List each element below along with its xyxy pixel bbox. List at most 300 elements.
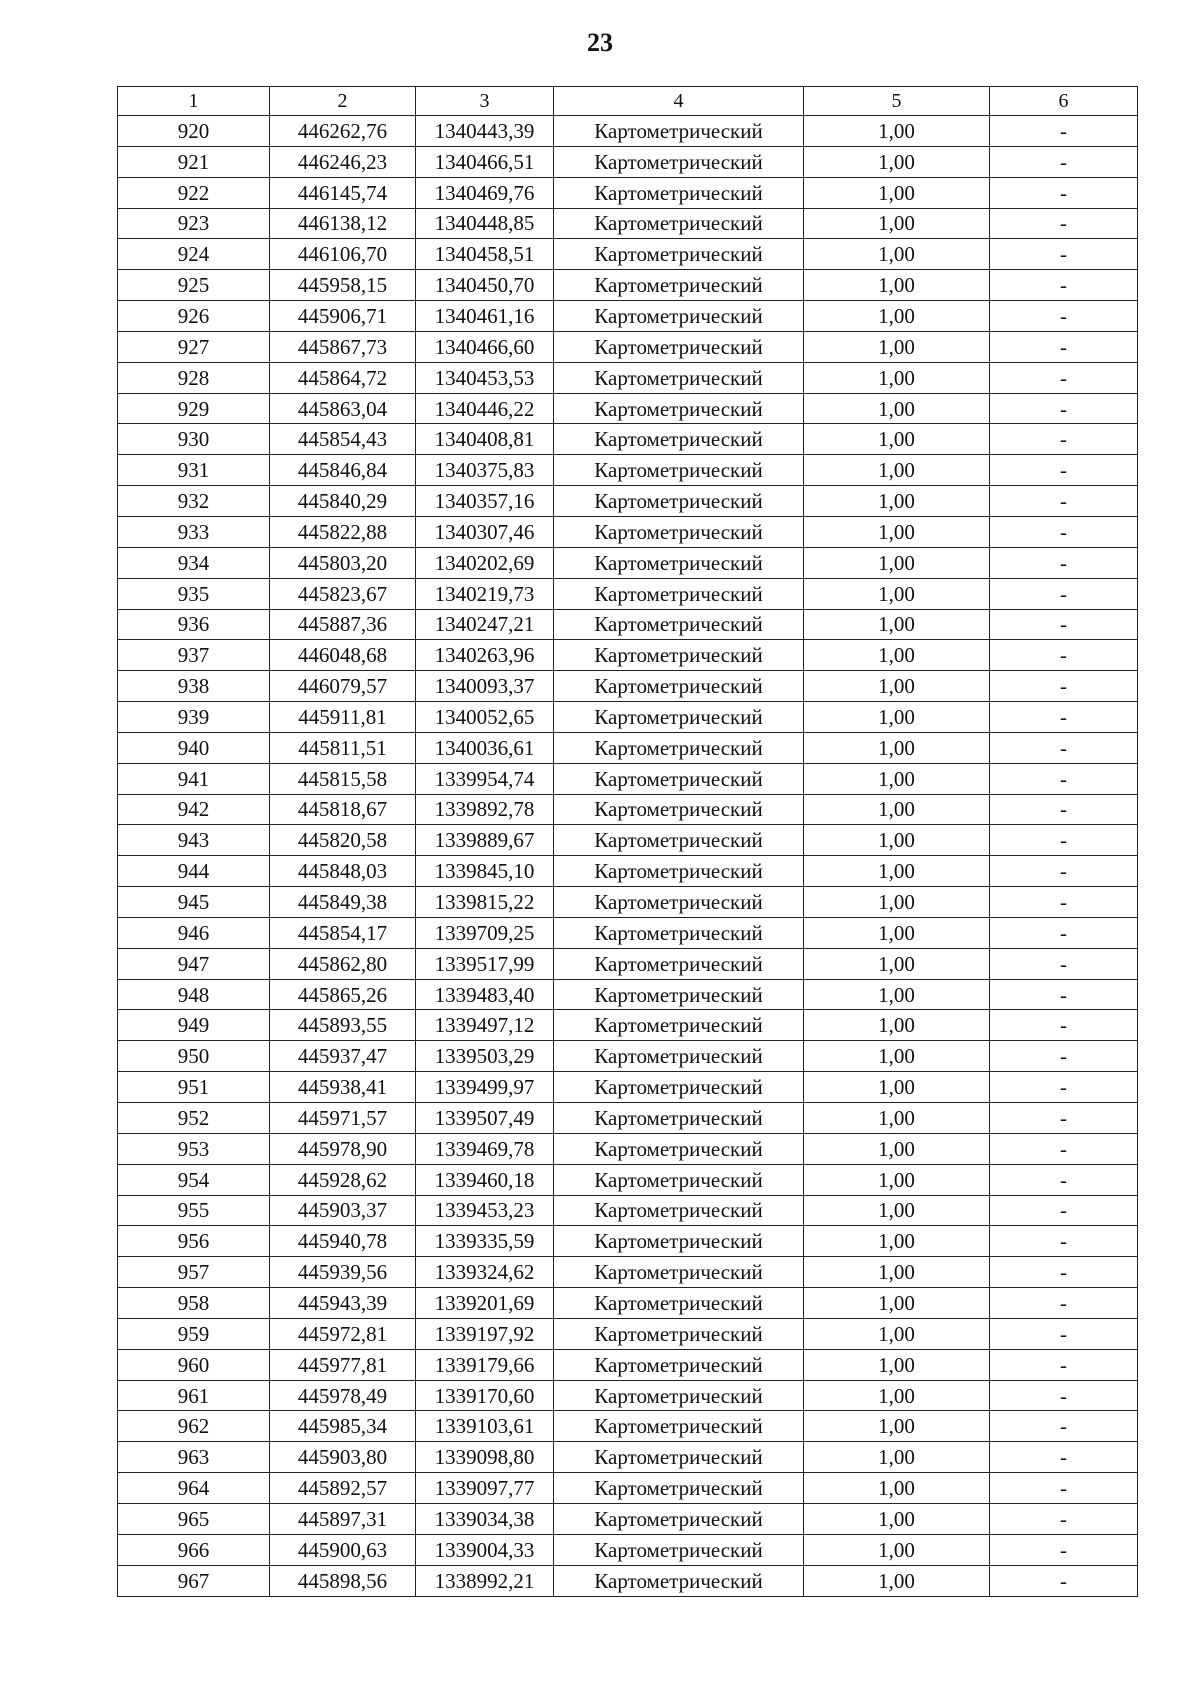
method-cell: Картометрический <box>554 1195 804 1226</box>
note-cell: - <box>990 763 1138 794</box>
y-coordinate-cell: 1340466,51 <box>416 146 554 177</box>
table-row <box>118 301 1138 332</box>
table-row <box>118 208 1138 239</box>
note-cell: - <box>990 917 1138 948</box>
method-cell: Картометрический <box>554 979 804 1010</box>
table-row <box>118 1010 1138 1041</box>
note-cell: - <box>990 486 1138 517</box>
x-coordinate-cell: 445900,63 <box>270 1534 416 1565</box>
point-number-cell: 925 <box>118 270 270 301</box>
note-cell: - <box>990 362 1138 393</box>
note-cell: - <box>990 732 1138 763</box>
y-coordinate-cell: 1339179,66 <box>416 1349 554 1380</box>
x-coordinate-cell: 445903,80 <box>270 1442 416 1473</box>
x-coordinate-cell: 445865,26 <box>270 979 416 1010</box>
x-coordinate-cell: 446145,74 <box>270 177 416 208</box>
x-coordinate-cell: 445864,72 <box>270 362 416 393</box>
accuracy-cell: 1,00 <box>804 393 990 424</box>
x-coordinate-cell: 445863,04 <box>270 393 416 424</box>
method-cell: Картометрический <box>554 609 804 640</box>
y-coordinate-cell: 1339335,59 <box>416 1226 554 1257</box>
accuracy-cell: 1,00 <box>804 1226 990 1257</box>
point-number-cell: 964 <box>118 1473 270 1504</box>
method-cell: Картометрический <box>554 578 804 609</box>
method-cell: Картометрический <box>554 1565 804 1596</box>
note-cell: - <box>990 979 1138 1010</box>
point-number-cell: 938 <box>118 671 270 702</box>
point-number-cell: 958 <box>118 1288 270 1319</box>
method-cell: Картометрический <box>554 270 804 301</box>
table-row <box>118 887 1138 918</box>
accuracy-cell: 1,00 <box>804 732 990 763</box>
table-row <box>118 1534 1138 1565</box>
point-number-cell: 945 <box>118 887 270 918</box>
accuracy-cell: 1,00 <box>804 1411 990 1442</box>
x-coordinate-cell: 445849,38 <box>270 887 416 918</box>
coordinates-table <box>117 86 1138 1597</box>
table-row <box>118 825 1138 856</box>
method-cell: Картометрический <box>554 1226 804 1257</box>
x-coordinate-cell: 445867,73 <box>270 331 416 362</box>
accuracy-cell: 1,00 <box>804 208 990 239</box>
note-cell: - <box>990 1164 1138 1195</box>
note-cell: - <box>990 1349 1138 1380</box>
table-row <box>118 763 1138 794</box>
x-coordinate-cell: 445978,90 <box>270 1133 416 1164</box>
note-cell: - <box>990 331 1138 362</box>
point-number-cell: 924 <box>118 239 270 270</box>
y-coordinate-cell: 1340450,70 <box>416 270 554 301</box>
table-body <box>118 116 1138 1597</box>
accuracy-cell: 1,00 <box>804 856 990 887</box>
note-cell: - <box>990 640 1138 671</box>
point-number-cell: 939 <box>118 702 270 733</box>
accuracy-cell: 1,00 <box>804 424 990 455</box>
y-coordinate-cell: 1339460,18 <box>416 1164 554 1195</box>
y-coordinate-cell: 1339034,38 <box>416 1503 554 1534</box>
table-row <box>118 486 1138 517</box>
x-coordinate-cell: 446079,57 <box>270 671 416 702</box>
note-cell: - <box>990 1226 1138 1257</box>
column-header-3: 3 <box>416 87 554 116</box>
method-cell: Картометрический <box>554 1103 804 1134</box>
accuracy-cell: 1,00 <box>804 486 990 517</box>
note-cell: - <box>990 1041 1138 1072</box>
point-number-cell: 962 <box>118 1411 270 1442</box>
x-coordinate-cell: 445985,34 <box>270 1411 416 1442</box>
note-cell: - <box>990 116 1138 147</box>
accuracy-cell: 1,00 <box>804 516 990 547</box>
accuracy-cell: 1,00 <box>804 146 990 177</box>
note-cell: - <box>990 1318 1138 1349</box>
y-coordinate-cell: 1340052,65 <box>416 702 554 733</box>
x-coordinate-cell: 445911,81 <box>270 702 416 733</box>
accuracy-cell: 1,00 <box>804 1133 990 1164</box>
note-cell: - <box>990 146 1138 177</box>
method-cell: Картометрический <box>554 856 804 887</box>
accuracy-cell: 1,00 <box>804 547 990 578</box>
x-coordinate-cell: 445818,67 <box>270 794 416 825</box>
note-cell: - <box>990 1257 1138 1288</box>
point-number-cell: 961 <box>118 1380 270 1411</box>
x-coordinate-cell: 445854,17 <box>270 917 416 948</box>
note-cell: - <box>990 671 1138 702</box>
point-number-cell: 956 <box>118 1226 270 1257</box>
table-row <box>118 116 1138 147</box>
x-coordinate-cell: 445897,31 <box>270 1503 416 1534</box>
note-cell: - <box>990 702 1138 733</box>
point-number-cell: 933 <box>118 516 270 547</box>
x-coordinate-cell: 445978,49 <box>270 1380 416 1411</box>
column-header-4: 4 <box>554 87 804 116</box>
y-coordinate-cell: 1339845,10 <box>416 856 554 887</box>
table-row <box>118 1503 1138 1534</box>
table-row <box>118 1103 1138 1134</box>
note-cell: - <box>990 1072 1138 1103</box>
y-coordinate-cell: 1340448,85 <box>416 208 554 239</box>
x-coordinate-cell: 446048,68 <box>270 640 416 671</box>
point-number-cell: 944 <box>118 856 270 887</box>
note-cell: - <box>990 177 1138 208</box>
accuracy-cell: 1,00 <box>804 1380 990 1411</box>
y-coordinate-cell: 1339503,29 <box>416 1041 554 1072</box>
accuracy-cell: 1,00 <box>804 578 990 609</box>
table-row <box>118 362 1138 393</box>
table-row <box>118 917 1138 948</box>
point-number-cell: 957 <box>118 1257 270 1288</box>
method-cell: Картометрический <box>554 1133 804 1164</box>
table-row <box>118 948 1138 979</box>
note-cell: - <box>990 1473 1138 1504</box>
x-coordinate-cell: 446262,76 <box>270 116 416 147</box>
table-row <box>118 547 1138 578</box>
x-coordinate-cell: 445898,56 <box>270 1565 416 1596</box>
method-cell: Картометрический <box>554 1010 804 1041</box>
note-cell: - <box>990 1133 1138 1164</box>
method-cell: Картометрический <box>554 208 804 239</box>
y-coordinate-cell: 1339170,60 <box>416 1380 554 1411</box>
y-coordinate-cell: 1339097,77 <box>416 1473 554 1504</box>
x-coordinate-cell: 445848,03 <box>270 856 416 887</box>
accuracy-cell: 1,00 <box>804 609 990 640</box>
note-cell: - <box>990 609 1138 640</box>
method-cell: Картометрический <box>554 1442 804 1473</box>
accuracy-cell: 1,00 <box>804 1010 990 1041</box>
method-cell: Картометрический <box>554 424 804 455</box>
note-cell: - <box>990 1103 1138 1134</box>
method-cell: Картометрический <box>554 640 804 671</box>
accuracy-cell: 1,00 <box>804 887 990 918</box>
point-number-cell: 921 <box>118 146 270 177</box>
y-coordinate-cell: 1339324,62 <box>416 1257 554 1288</box>
point-number-cell: 946 <box>118 917 270 948</box>
note-cell: - <box>990 1411 1138 1442</box>
method-cell: Картометрический <box>554 825 804 856</box>
y-coordinate-cell: 1339815,22 <box>416 887 554 918</box>
method-cell: Картометрический <box>554 671 804 702</box>
page-number: 23 <box>587 28 613 57</box>
x-coordinate-cell: 445815,58 <box>270 763 416 794</box>
method-cell: Картометрический <box>554 146 804 177</box>
point-number-cell: 950 <box>118 1041 270 1072</box>
note-cell: - <box>990 1195 1138 1226</box>
accuracy-cell: 1,00 <box>804 455 990 486</box>
point-number-cell: 929 <box>118 393 270 424</box>
method-cell: Картометрический <box>554 455 804 486</box>
accuracy-cell: 1,00 <box>804 239 990 270</box>
accuracy-cell: 1,00 <box>804 1503 990 1534</box>
table-row <box>118 732 1138 763</box>
note-cell: - <box>990 1010 1138 1041</box>
y-coordinate-cell: 1339517,99 <box>416 948 554 979</box>
x-coordinate-cell: 445906,71 <box>270 301 416 332</box>
method-cell: Картометрический <box>554 1380 804 1411</box>
point-number-cell: 937 <box>118 640 270 671</box>
note-cell: - <box>990 424 1138 455</box>
column-header-6: 6 <box>990 87 1138 116</box>
x-coordinate-cell: 445840,29 <box>270 486 416 517</box>
note-cell: - <box>990 239 1138 270</box>
accuracy-cell: 1,00 <box>804 1318 990 1349</box>
x-coordinate-cell: 446138,12 <box>270 208 416 239</box>
y-coordinate-cell: 1340202,69 <box>416 547 554 578</box>
point-number-cell: 928 <box>118 362 270 393</box>
y-coordinate-cell: 1339892,78 <box>416 794 554 825</box>
accuracy-cell: 1,00 <box>804 1041 990 1072</box>
point-number-cell: 935 <box>118 578 270 609</box>
table-row <box>118 609 1138 640</box>
x-coordinate-cell: 445972,81 <box>270 1318 416 1349</box>
accuracy-cell: 1,00 <box>804 702 990 733</box>
x-coordinate-cell: 445893,55 <box>270 1010 416 1041</box>
accuracy-cell: 1,00 <box>804 1103 990 1134</box>
method-cell: Картометрический <box>554 732 804 763</box>
accuracy-cell: 1,00 <box>804 301 990 332</box>
x-coordinate-cell: 445811,51 <box>270 732 416 763</box>
note-cell: - <box>990 208 1138 239</box>
point-number-cell: 952 <box>118 1103 270 1134</box>
accuracy-cell: 1,00 <box>804 979 990 1010</box>
accuracy-cell: 1,00 <box>804 331 990 362</box>
table-row <box>118 640 1138 671</box>
accuracy-cell: 1,00 <box>804 1473 990 1504</box>
x-coordinate-cell: 445862,80 <box>270 948 416 979</box>
note-cell: - <box>990 1534 1138 1565</box>
y-coordinate-cell: 1340219,73 <box>416 578 554 609</box>
x-coordinate-cell: 445940,78 <box>270 1226 416 1257</box>
accuracy-cell: 1,00 <box>804 1442 990 1473</box>
table-row <box>118 1349 1138 1380</box>
point-number-cell: 926 <box>118 301 270 332</box>
method-cell: Картометрический <box>554 547 804 578</box>
method-cell: Картометрический <box>554 331 804 362</box>
y-coordinate-cell: 1340036,61 <box>416 732 554 763</box>
table-row <box>118 1072 1138 1103</box>
table-row <box>118 578 1138 609</box>
y-coordinate-cell: 1339889,67 <box>416 825 554 856</box>
method-cell: Картометрический <box>554 887 804 918</box>
table-row <box>118 1565 1138 1596</box>
point-number-cell: 960 <box>118 1349 270 1380</box>
y-coordinate-cell: 1340453,53 <box>416 362 554 393</box>
table-row <box>118 1473 1138 1504</box>
method-cell: Картометрический <box>554 1072 804 1103</box>
point-number-cell: 920 <box>118 116 270 147</box>
x-coordinate-cell: 445892,57 <box>270 1473 416 1504</box>
method-cell: Картометрический <box>554 917 804 948</box>
table-row <box>118 794 1138 825</box>
y-coordinate-cell: 1340458,51 <box>416 239 554 270</box>
accuracy-cell: 1,00 <box>804 794 990 825</box>
note-cell: - <box>990 455 1138 486</box>
accuracy-cell: 1,00 <box>804 1288 990 1319</box>
point-number-cell: 936 <box>118 609 270 640</box>
y-coordinate-cell: 1339004,33 <box>416 1534 554 1565</box>
x-coordinate-cell: 445971,57 <box>270 1103 416 1134</box>
table-row <box>118 702 1138 733</box>
table-row <box>118 239 1138 270</box>
x-coordinate-cell: 445820,58 <box>270 825 416 856</box>
note-cell: - <box>990 1503 1138 1534</box>
x-coordinate-cell: 445943,39 <box>270 1288 416 1319</box>
method-cell: Картометрический <box>554 794 804 825</box>
point-number-cell: 953 <box>118 1133 270 1164</box>
point-number-cell: 965 <box>118 1503 270 1534</box>
accuracy-cell: 1,00 <box>804 177 990 208</box>
x-coordinate-cell: 445958,15 <box>270 270 416 301</box>
accuracy-cell: 1,00 <box>804 640 990 671</box>
point-number-cell: 931 <box>118 455 270 486</box>
table-row <box>118 1442 1138 1473</box>
table-row <box>118 671 1138 702</box>
y-coordinate-cell: 1339507,49 <box>416 1103 554 1134</box>
x-coordinate-cell: 445854,43 <box>270 424 416 455</box>
note-cell: - <box>990 1380 1138 1411</box>
method-cell: Картометрический <box>554 1041 804 1072</box>
method-cell: Картометрический <box>554 116 804 147</box>
x-coordinate-cell: 445903,37 <box>270 1195 416 1226</box>
table-row <box>118 270 1138 301</box>
note-cell: - <box>990 270 1138 301</box>
table-row <box>118 1226 1138 1257</box>
point-number-cell: 954 <box>118 1164 270 1195</box>
x-coordinate-cell: 445937,47 <box>270 1041 416 1072</box>
y-coordinate-cell: 1339103,61 <box>416 1411 554 1442</box>
accuracy-cell: 1,00 <box>804 1349 990 1380</box>
method-cell: Картометрический <box>554 177 804 208</box>
accuracy-cell: 1,00 <box>804 270 990 301</box>
table-row <box>118 1380 1138 1411</box>
x-coordinate-cell: 445938,41 <box>270 1072 416 1103</box>
table-row <box>118 979 1138 1010</box>
table-row <box>118 856 1138 887</box>
method-cell: Картометрический <box>554 702 804 733</box>
method-cell: Картометрический <box>554 1503 804 1534</box>
x-coordinate-cell: 445822,88 <box>270 516 416 547</box>
y-coordinate-cell: 1339098,80 <box>416 1442 554 1473</box>
accuracy-cell: 1,00 <box>804 671 990 702</box>
method-cell: Картометрический <box>554 362 804 393</box>
accuracy-cell: 1,00 <box>804 1565 990 1596</box>
y-coordinate-cell: 1339453,23 <box>416 1195 554 1226</box>
x-coordinate-cell: 446246,23 <box>270 146 416 177</box>
accuracy-cell: 1,00 <box>804 116 990 147</box>
point-number-cell: 940 <box>118 732 270 763</box>
method-cell: Картометрический <box>554 1257 804 1288</box>
table-row <box>118 1318 1138 1349</box>
y-coordinate-cell: 1339469,78 <box>416 1133 554 1164</box>
table-row <box>118 1041 1138 1072</box>
point-number-cell: 930 <box>118 424 270 455</box>
column-header-1: 1 <box>118 87 270 116</box>
note-cell: - <box>990 547 1138 578</box>
x-coordinate-cell: 445823,67 <box>270 578 416 609</box>
y-coordinate-cell: 1340446,22 <box>416 393 554 424</box>
note-cell: - <box>990 393 1138 424</box>
method-cell: Картометрический <box>554 393 804 424</box>
y-coordinate-cell: 1340263,96 <box>416 640 554 671</box>
note-cell: - <box>990 887 1138 918</box>
y-coordinate-cell: 1340307,46 <box>416 516 554 547</box>
y-coordinate-cell: 1339197,92 <box>416 1318 554 1349</box>
accuracy-cell: 1,00 <box>804 1164 990 1195</box>
table-row <box>118 393 1138 424</box>
point-number-cell: 922 <box>118 177 270 208</box>
point-number-cell: 963 <box>118 1442 270 1473</box>
column-header-2: 2 <box>270 87 416 116</box>
table-row <box>118 424 1138 455</box>
y-coordinate-cell: 1339497,12 <box>416 1010 554 1041</box>
point-number-cell: 923 <box>118 208 270 239</box>
y-coordinate-cell: 1340247,21 <box>416 609 554 640</box>
y-coordinate-cell: 1340357,16 <box>416 486 554 517</box>
note-cell: - <box>990 578 1138 609</box>
method-cell: Картометрический <box>554 1473 804 1504</box>
accuracy-cell: 1,00 <box>804 763 990 794</box>
note-cell: - <box>990 948 1138 979</box>
x-coordinate-cell: 446106,70 <box>270 239 416 270</box>
method-cell: Картометрический <box>554 1411 804 1442</box>
x-coordinate-cell: 445887,36 <box>270 609 416 640</box>
accuracy-cell: 1,00 <box>804 1072 990 1103</box>
note-cell: - <box>990 1565 1138 1596</box>
x-coordinate-cell: 445939,56 <box>270 1257 416 1288</box>
point-number-cell: 947 <box>118 948 270 979</box>
table-row <box>118 455 1138 486</box>
method-cell: Картометрический <box>554 1534 804 1565</box>
accuracy-cell: 1,00 <box>804 1195 990 1226</box>
point-number-cell: 932 <box>118 486 270 517</box>
table-row <box>118 1164 1138 1195</box>
method-cell: Картометрический <box>554 948 804 979</box>
table-row <box>118 1133 1138 1164</box>
method-cell: Картометрический <box>554 1349 804 1380</box>
header-row <box>118 87 1138 116</box>
table-row <box>118 1195 1138 1226</box>
point-number-cell: 951 <box>118 1072 270 1103</box>
x-coordinate-cell: 445846,84 <box>270 455 416 486</box>
table-row <box>118 177 1138 208</box>
point-number-cell: 943 <box>118 825 270 856</box>
note-cell: - <box>990 1288 1138 1319</box>
table-row <box>118 1257 1138 1288</box>
column-header-5: 5 <box>804 87 990 116</box>
table-row <box>118 516 1138 547</box>
point-number-cell: 967 <box>118 1565 270 1596</box>
method-cell: Картометрический <box>554 763 804 794</box>
note-cell: - <box>990 516 1138 547</box>
accuracy-cell: 1,00 <box>804 917 990 948</box>
